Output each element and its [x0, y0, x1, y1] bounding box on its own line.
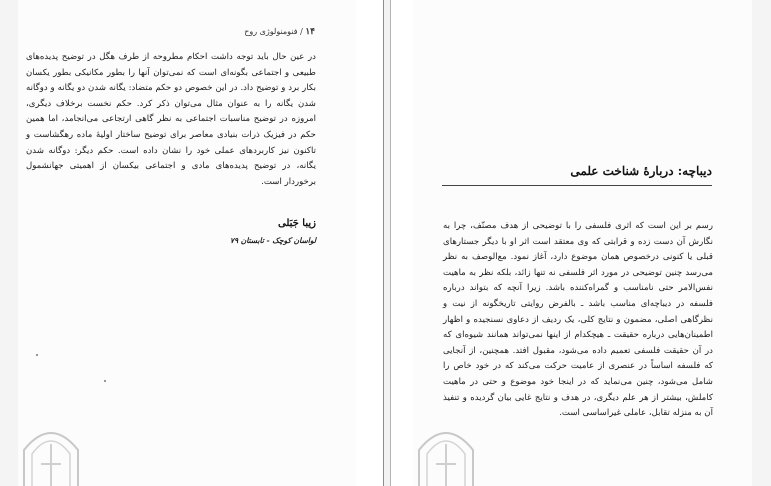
title-underline [442, 185, 712, 186]
scan-speck [104, 380, 106, 382]
library-seal-watermark-icon [20, 420, 82, 486]
left-page-body: در عین حال باید توجه داشت احکام مطروحه از طرف هگل در توضیح پدیده‌های طبیعی و اجتماعی بگونه‌ای است که نمی‌توان آنها را بطور مکانیکی بطور یکسان بکار برد و توضیح داد. در این خصوص دو حکم متضاد: یگانه شدن دو یگانه و دوگانه شدن یگانه را به عنوان مثال می‌توان ذکر کرد. حکم نخست برخلاف دیگری، امروزه در توضیح مناسبات اجتماعی به نظر گاهی ارتجاعی می‌انجامد، اما همین حکم در فیزیک ذرات بنیادی معاصر برای توضیح ساختار اولیهٔ ماده رهگشاست و تاکنون نیز کاربردهای عملی خود را نشان داده است. حکم دیگر: دوگانه شدن یگانه، در توضیح پدیده‌های مادی و اجتماعی بیکسان از اهمیتی جهانشمول برخوردار است. [26, 52, 316, 187]
right-page-body: رسم بر این است که اثری فلسفی را با توضیحی از هدف مصنّف، چرا به نگارش آن دست زده و قرابتی که وی معتقد است اثر او با دیگر جستارهای قبلی یا کنونی درخصوص همان موضوع دارد، آغاز نمود. مع‌الوصف به نظر می‌رسد چنین توضیحی در مورد اثر فلسفی نه تنها زائد، بلکه نظر به ماهیت نفس‌الامر حتی نامناسب و گمراه‌کننده باشد. زیرا آنچه که بتواند درباره فلسفه در دیباچه‌ای مناسب باشد ـ بالفرض روایتی تاریخگونه از نیت و نظرگاهی اصلی، مضمون و نتایج کلی، یک ردیف از دعاوی نسنجیده و اظهار اطمینان‌هایی درباره حقیقت ـ هیچکدام از اینها نمی‌تواند همانند شیوه‌ای که در آن حقیقت فلسفی تعمیم داده می‌شود، مقبول افتد. همچنین، از آنجایی که فلسفه اساساً در عنصری از عامیت حرکت می‌کند که در خود خاص را شامل می‌شود، چنین می‌نماید که در اینجا خود موضوع و حتی در ماهیت کاملش، بیشتر از هر علم دیگری، در هدف و نتایج غایی بیان گردیده و تنفیذ آن به منزله تقابل، عاملی غیراساسی است. [443, 221, 713, 419]
right-page-margin [752, 0, 771, 486]
left-page-margin [0, 0, 18, 486]
running-title: / فنومنولوژی روح [244, 27, 303, 36]
page-header [195, 27, 315, 37]
page-separator [356, 0, 383, 486]
book-spine-divider [383, 0, 391, 486]
signature-place-date: لواسان کوچک - تابستان ۷۹ [230, 236, 316, 245]
translator-signature: زیبا جَبَلی [277, 218, 316, 229]
page-number: ۱۴ [305, 27, 315, 37]
library-seal-watermark-icon [415, 420, 477, 486]
chapter-title: دیباچه: دربارهٔ شناخت علمی [570, 164, 712, 178]
scan-speck [36, 354, 38, 356]
